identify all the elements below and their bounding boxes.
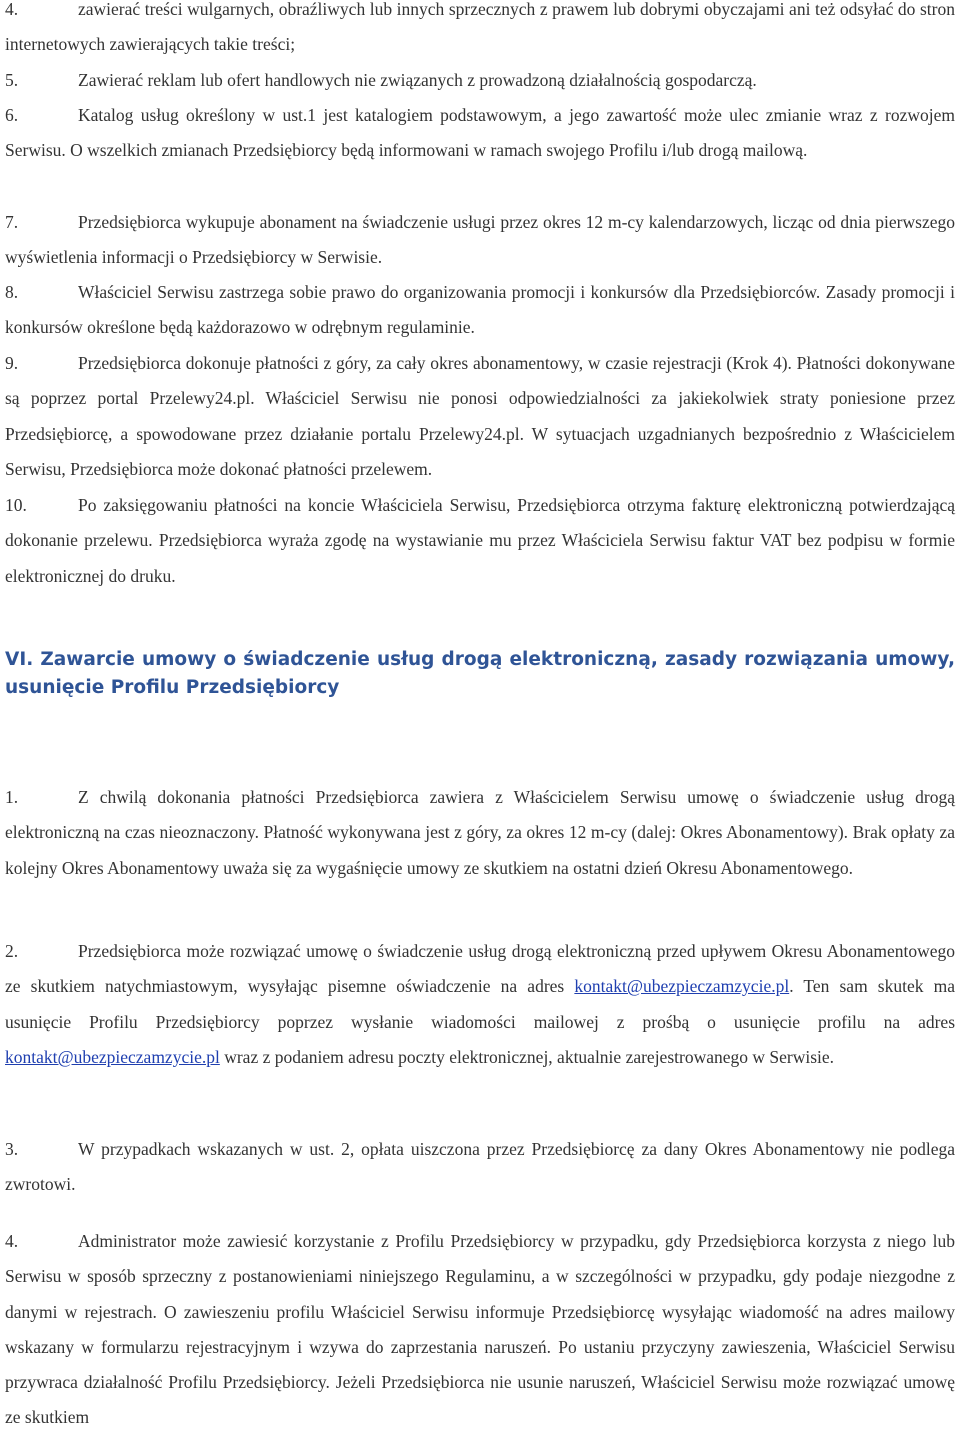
item-text: Właściciel Serwisu zastrzega sobie prawo do organizowania promocji i konkursów dla Przedsiębiorców. Zasady promocji i konkursów określone będą każdorazowo w odrębnym regulaminie. [5,282,955,338]
item-number: 9. [5,353,19,373]
email-link[interactable]: kontakt@ubezpieczamzycie.pl [5,1046,220,1067]
list-item-9 [5,346,955,487]
item-number: 6. [5,105,19,125]
item-text: W przypadkach wskazanych w ust. 2, opłata uiszczona przez Przedsiębiorcę za dany Okres Abonamentowy nie podlega zwrotowi. [5,1139,955,1195]
item-text: zawierać treści wulgarnych, obraźliwych lub innych sprzecznych z prawem lub dobrymi obyczajami ani też odsyłać do stron internetowych zawierających takie treści; [5,0,955,55]
item-text: Przedsiębiorca może rozwiązać umowę o świadczenie usług drogą elektroniczną przed upływem Okresu Abonamentowego ze skutkiem natychmiastowym, wysyłając pisemne oświadczenie na adres [5,941,955,997]
item-text: Przedsiębiorca dokonuje płatności z góry, za cały okres abonamentowy, w czasie rejestracji (Krok 4). Płatności dokonywane są poprzez portal Przelewy24.pl. Właściciel Serwisu nie ponosi odpowiedzialności za jakiekolwiek straty poniesione przez Przedsiębiorcę, a spowodowane przez działanie portalu Przelewy24.pl. W sytuacjach uzgadnianych bezpośrednio z Właścicielem Serwisu, Przedsiębiorca może dokonać płatności przelewem. [5,353,955,479]
item-text: Zawierać reklam lub ofert handlowych nie związanych z prowadzoną działalnością gospodarczą. [78,70,757,90]
item-number: 8. [5,282,19,302]
list-item-4 [5,0,955,63]
item-text: Przedsiębiorca wykupuje abonament na świadczenie usługi przez okres 12 m-cy kalendarzowych, licząc od dnia pierwszego wyświetlenia informacji o Przedsiębiorcy w Serwisie. [5,212,955,268]
item-number: 4. [5,0,19,19]
item-text: . Ten sam skutek ma usunięcie Profilu Przedsiębiorcy poprzez wysłanie wiadomości mailowej z prośbą o usunięcie profilu na adres [5,976,955,1032]
item-number: 5. [5,70,19,90]
item-text: Katalog usług określony w ust.1 jest katalogiem podstawowym, a jego zawartość może ulec zmianie wraz z rozwojem Serwisu. O wszelkich zmianach Przedsiębiorcy będą informowani w ramach swojego Profilu i/lub drogą mailową. [5,105,955,161]
section-item-2 [5,934,955,1075]
item-text: Administrator może zawiesić korzystanie z Profilu Przedsiębiorcy w przypadku, gdy Przedsiębiorca korzysta z niego lub Serwisu w sposób sprzeczny z postanowieniami niniejszego Regulaminu, a w szczególności w przypadku, gdy podaje niezgodne z danymi w rejestrach. O zawieszeniu profilu Właściciel Serwisu informuje Przedsiębiorcę wysyłając wiadomość na adres mailowy wskazany w formularzu rejestracyjnym i wzywa do zaprzestania naruszeń. Po ustaniu przyczyny zawieszenia, Właściciel Serwisu przywraca działalność Profilu Przedsiębiorcy. Jeżeli Przedsiębiorca nie usunie naruszeń, Właściciel Serwisu może rozwiązać umowę ze skutkiem [5,1231,955,1428]
item-number: 3. [5,1139,19,1159]
list-item-8 [5,275,955,346]
item-number: 10. [5,495,27,515]
item-number: 2. [5,941,19,961]
item-text: Po zaksięgowaniu płatności na koncie Właściciela Serwisu, Przedsiębiorca otrzyma fakturę elektroniczną potwierdzającą dokonanie przelewu. Przedsiębiorca wyraża zgodę na wystawianie mu przez Właściciela Serwisu faktur VAT bez podpisu w formie elektronicznej do druku. [5,495,955,586]
list-item-7 [5,205,955,276]
item-text: wraz z podaniem adresu poczty elektronicznej, aktualnie zarejestrowanego w Serwisie. [219,1046,835,1067]
item-number: 1. [5,787,19,807]
section-item-3 [5,1132,955,1203]
list-item-5 [5,63,955,98]
item-number: 4. [5,1231,19,1251]
item-number: 7. [5,212,19,232]
email-link[interactable]: kontakt@ubezpieczamzycie.pl [574,976,790,997]
section-item-1 [5,780,955,886]
item-text: Z chwilą dokonania płatności Przedsiębiorca zawiera z Właścicielem Serwisu umowę o świadczenie usług drogą elektroniczną na czas nieoznaczony. Płatność wykonywana jest z góry, za okres 12 m-cy (dalej: Okres Abonamentowy). Brak opłaty za kolejny Okres Abonamentowy uważa się za wygaśnięcie umowy ze skutkiem na ostatni dzień Okresu Abonamentowego. [5,787,955,878]
list-item-10 [5,488,955,594]
list-item-6 [5,98,955,169]
section-heading: VI. Zawarcie umowy o świadczenie usług drogą elektroniczną, zasady rozwiązania umowy, usunięcie Profilu Przedsiębiorcy [5,649,955,698]
section-item-4 [5,1224,955,1436]
